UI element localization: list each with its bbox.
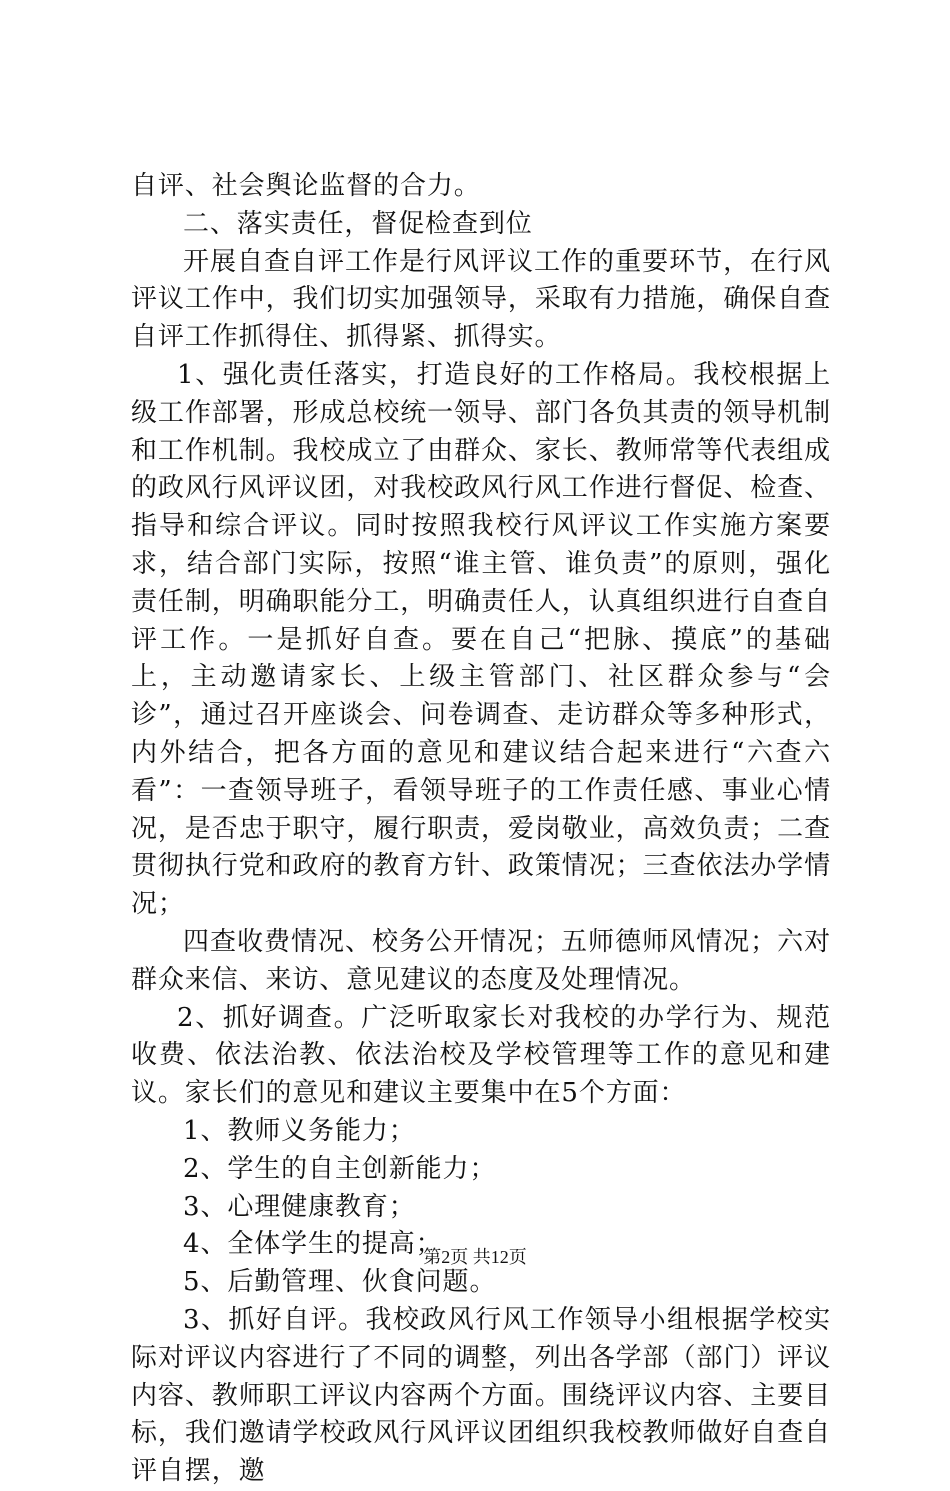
- paragraph-continuation: 自评、社会舆论监督的合力。: [131, 171, 481, 201]
- paragraph: 3、抓好自评。我校政风行风工作领导小组根据学校实际对评议内容进行了不同的调整，列出各学部（部门）评议内容、教师职工评议内容两个方面。围绕评议内容、主要目标，我们邀请学校政风行风评议团组织我校教师做好自查自评自摆，邀: [131, 1304, 831, 1487]
- document-body: [131, 168, 831, 1491]
- list-item: 3、心理健康教育；: [183, 1191, 416, 1222]
- list-item: 4、全体学生的提高；: [183, 1229, 443, 1260]
- list-item: 2、学生的自主创新能力；: [183, 1153, 497, 1184]
- paragraph: 2、抓好调查。广泛听取家长对我校的办学行为、规范收费、依法治教、依法治校及学校管理等工作的意见和建议。家长们的意见和建议主要集中在5个方面：: [131, 1002, 831, 1109]
- paragraph: 开展自查自评工作是行风评议工作的重要环节，在行风评议工作中，我们切实加强领导，采取有力措施，确保自查自评工作抓得住、抓得紧、抓得实。: [131, 246, 831, 353]
- paragraph: 1、强化责任落实，打造良好的工作格局。我校根据上级工作部署，形成总校统一领导、部门各负其责的领导机制和工作机制。我校成立了由群众、家长、教师常等代表组成的政风行风评议团，对我校政风行风工作进行督促、检查、指导和综合评议。同时按照我校行风评议工作实施方案要求，结合部门实际，按照“谁主管、谁负责”的原则，强化责任制，明确职能分工，明确责任人，认真组织进行自查自评工作。一是抓好自查。要在自己“把脉、摸底”的基础上，主动邀请家长、上级主管部门、社区群众参与“会诊”，通过召开座谈会、问卷调查、走访群众等多种形式，内外结合，把各方面的意见和建议结合起来进行“六查六看”：一查领导班子，看领导班子的工作责任感、事业心情况，是否忠于职守，履行职责，爱岗敬业，高效负责；二查贯彻执行党和政府的教育方针、政策情况；三查依法办学情况；: [131, 359, 831, 920]
- section-heading: 二、落实责任，督促检查到位: [183, 208, 533, 239]
- page-footer: 第2页 共12页: [423, 1247, 527, 1267]
- list-item: 5、后勤管理、伙食问题。: [183, 1267, 497, 1298]
- paragraph: 四查收费情况、校务公开情况；五师德师风情况；六对群众来信、来访、意见建议的态度及处理情况。: [131, 926, 831, 995]
- list-item: 1、教师义务能力；: [183, 1115, 416, 1146]
